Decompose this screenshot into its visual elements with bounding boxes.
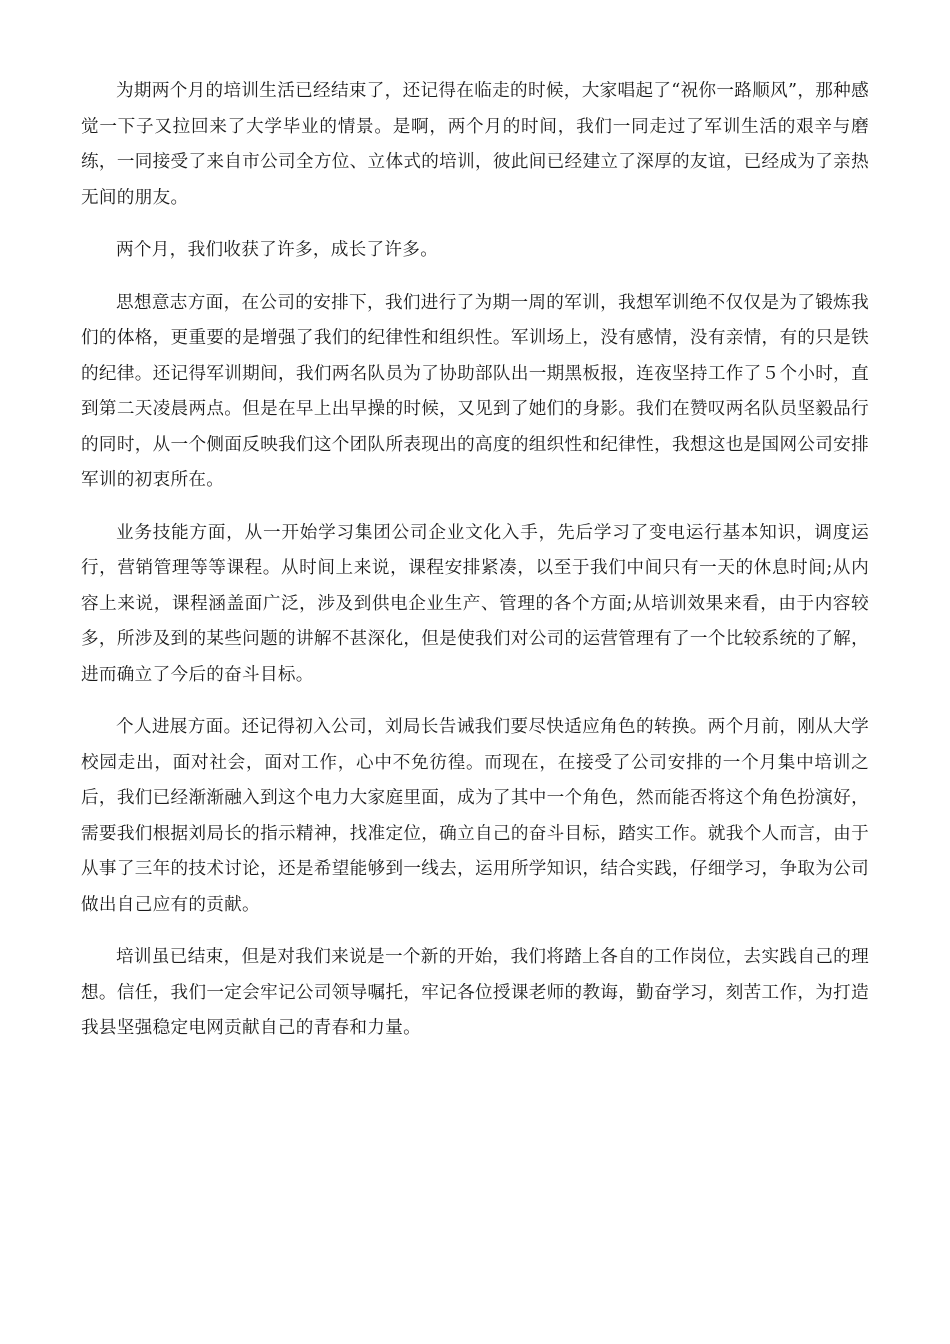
paragraph-business-skills: 业务技能方面，从一开始学习集团公司企业文化入手，先后学习了变电运行基本知识，调度运行，营销管理等等课程。从时间上来说，课程安排紧凑，以至于我们中间只有一天的休息时间;从内容上来说，课程涵盖面广泛，涉及到供电企业生产、管理的各个方面;从培训效果来看，由于内容较多，所涉及到的某些问题的讲解不甚深化，但是使我们对公司的运营管理有了一个比较系统的了解，进而确立了今后的奋斗目标。 xyxy=(81,522,869,685)
paragraph-military-training: 思想意志方面，在公司的安排下，我们进行了为期一周的军训，我想军训绝不仅仅是为了锻炼我们的体格，更重要的是增强了我们的纪律性和组织性。军训场上，没有感情，没有亲情，有的只是铁的纪律。还记得军训期间，我们两名队员为了协助部队出一期黑板报，连夜坚持工作了５个小时，直到第二天凌晨两点。但是在早上出早操的时候，又见到了她们的身影。我们在赞叹两名队员坚毅品行的同时，从一个侧面反映我们这个团队所表现出的高度的组织性和纪律性，我想这也是国网公司安排军训的初衷所在。 xyxy=(81,292,869,490)
paragraph-personal-progress: 个人进展方面。还记得初入公司，刘局长告诫我们要尽快适应角色的转换。两个月前，刚从大学校园走出，面对社会，面对工作，心中不免彷徨。而现在，在接受了公司安排的一个月集中培训之后，我们已经渐渐融入到这个电力大家庭里面，成为了其中一个角色，然而能否将这个角色扮演好，需要我们根据刘局长的指示精神，找准定位，确立自己的奋斗目标，踏实工作。就我个人而言，由于从事了三年的技术讨论，还是希望能够到一线去，运用所学知识，结合实践，仔细学习，争取为公司做出自己应有的贡献。 xyxy=(81,717,869,915)
paragraph-training-ended: 为期两个月的培训生活已经结束了，还记得在临走的时候，大家唱起了“祝你一路顺风”，那种感觉一下子又拉回来了大学毕业的情景。是啊，两个月的时间，我们一同走过了军训生活的艰辛与磨练，一同接受了来自市公司全方位、立体式的培训，彼此间已经建立了深厚的友谊，已经成为了亲热无间的朋友。 xyxy=(81,81,869,208)
document-body xyxy=(81,74,869,1064)
paragraph-conclusion: 培训虽已结束，但是对我们来说是一个新的开始，我们将踏上各自的工作岗位，去实践自己的理想。信任，我们一定会牢记公司领导嘱托，牢记各位授课老师的教诲，勤奋学习，刻苦工作，为打造我县坚强稳定电网贡献自己的青春和力量。 xyxy=(81,947,869,1038)
paragraph-gains: 两个月，我们收获了许多，成长了许多。 xyxy=(116,240,439,260)
